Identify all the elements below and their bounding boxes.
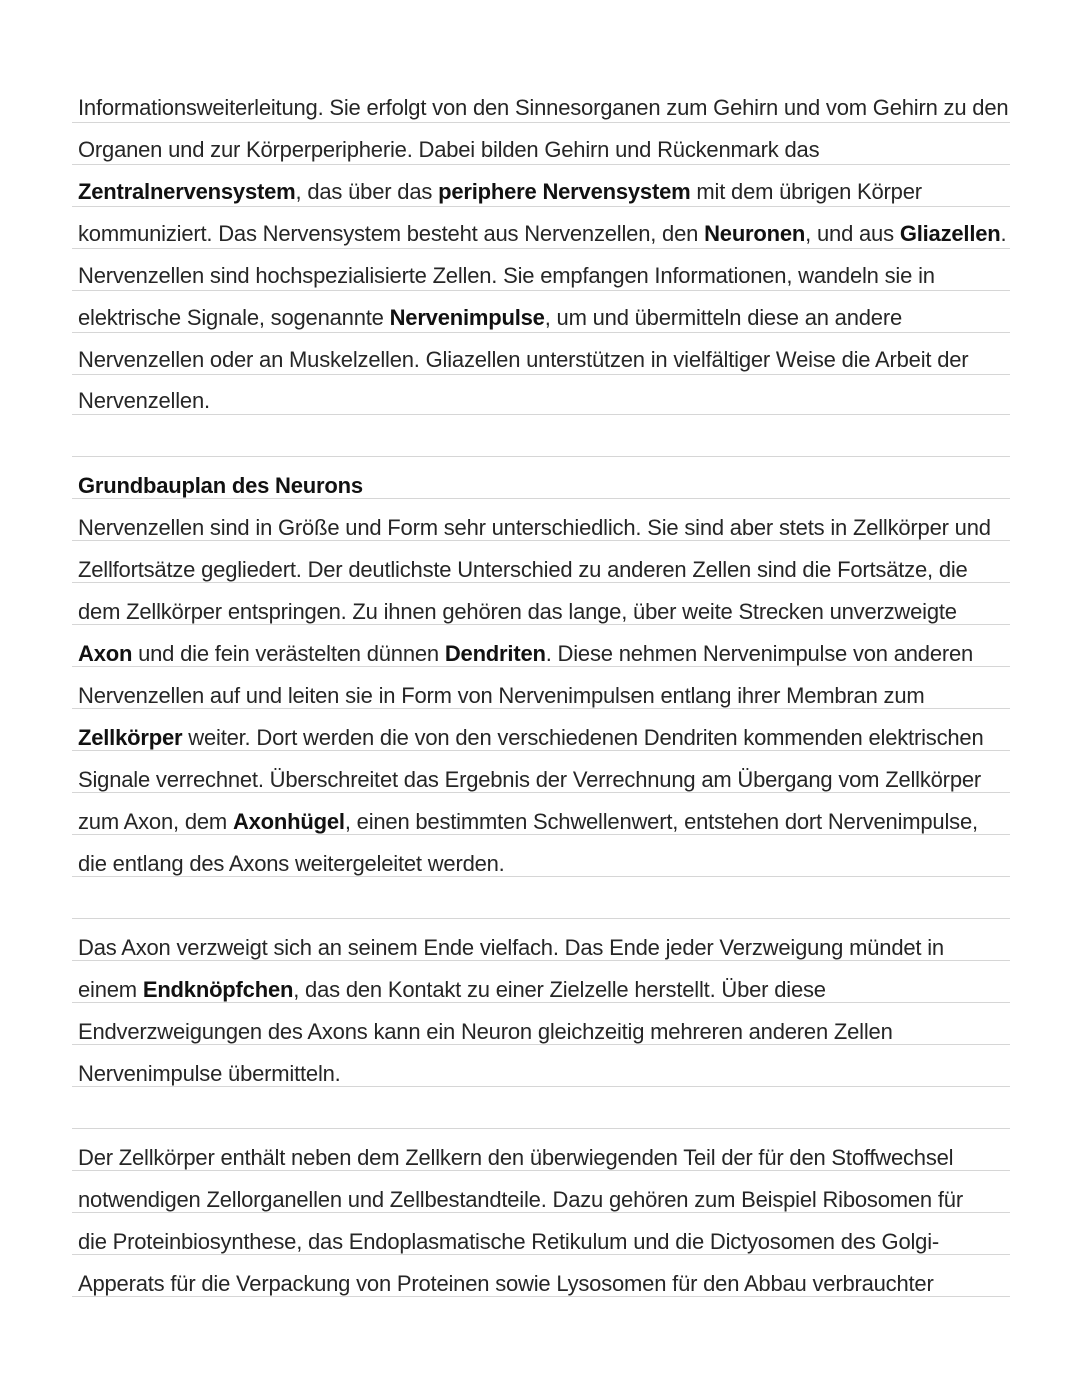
text-line — [78, 514, 1018, 542]
term-nervenimpulse: Nervenimpulse — [389, 305, 545, 330]
text-run: mit dem übrigen Körper — [690, 179, 922, 204]
text-line — [78, 1270, 1018, 1298]
term-endknoepfchen: Endknöpfchen — [142, 977, 294, 1002]
text-line — [78, 808, 1018, 836]
text-run: Zellfortsätze gegliedert. Der deutlichste Unterschied zu anderen Zellen sind die Fortsätze, die — [78, 557, 968, 582]
ruled-line — [72, 122, 1010, 123]
ruled-line — [72, 248, 1010, 249]
text-run: Nervenimpulse übermitteln. — [78, 1061, 341, 1086]
term-axonhuegel: Axonhügel — [232, 809, 345, 834]
text-line — [78, 934, 1018, 962]
text-run: . Diese nehmen Nervenimpulse von anderen — [545, 641, 974, 666]
ruled-line — [72, 164, 1010, 165]
text-line — [78, 1228, 1018, 1256]
ruled-line — [72, 290, 1010, 291]
text-line — [78, 262, 1018, 290]
text-line — [78, 387, 1018, 415]
text-line — [78, 220, 1018, 248]
text-line — [78, 1144, 1018, 1172]
text-run: einem — [78, 977, 143, 1002]
text-line — [78, 598, 1018, 626]
text-run: Endverzweigungen des Axons kann ein Neuron gleichzeitig mehreren anderen Zellen — [78, 1019, 893, 1044]
text-line — [78, 304, 1018, 332]
ruled-line — [72, 206, 1010, 207]
text-line — [78, 1060, 1018, 1088]
text-line — [78, 136, 1018, 164]
text-run: Das Axon verzweigt sich an seinem Ende vielfach. Das Ende jeder Verzweigung mündet in — [78, 935, 944, 960]
text-line — [78, 976, 1018, 1004]
text-run: notwendigen Zellorganellen und Zellbestandteile. Dazu gehören zum Beispiel Ribosomen für — [78, 1187, 963, 1212]
ruled-line — [72, 1128, 1010, 1129]
term-neuronen: Neuronen — [704, 221, 806, 246]
text-line — [78, 850, 1018, 878]
text-line — [78, 346, 1018, 374]
section-heading: Grundbauplan des Neurons — [78, 473, 363, 498]
text-line — [78, 724, 1018, 752]
term-axon: Axon — [78, 641, 133, 666]
text-run: und die fein verästelten dünnen — [132, 641, 445, 666]
text-run: elektrische Signale, sogenannte — [78, 305, 390, 330]
text-run: die entlang des Axons weitergeleitet werden. — [78, 851, 505, 876]
text-run: zum Axon, dem — [78, 809, 233, 834]
text-line — [78, 178, 1018, 206]
text-run: Nervenzellen. — [78, 388, 210, 413]
text-run: Der Zellkörper enthält neben dem Zellkern den überwiegenden Teil der für den Stoffwechsel — [78, 1145, 954, 1170]
text-run: Nervenzellen auf und leiten sie in Form von Nervenimpulsen entlang ihrer Membran zum — [78, 683, 925, 708]
text-line — [78, 766, 1018, 794]
text-line — [78, 556, 1018, 584]
text-line — [78, 640, 1018, 668]
text-run: , einen bestimmten Schwellenwert, entstehen dort Nervenimpulse, — [344, 809, 978, 834]
term-dendriten: Dendriten — [444, 641, 546, 666]
ruled-line — [72, 918, 1010, 919]
text-run: , das den Kontakt zu einer Zielzelle herstellt. Über diese — [293, 977, 826, 1002]
ruled-line — [72, 456, 1010, 457]
term-peripheres-nervensystem: periphere Nervensystem — [438, 179, 691, 204]
text-line — [78, 1186, 1018, 1214]
text-run: Signale verrechnet. Überschreitet das Ergebnis der Verrechnung am Übergang vom Zellkörper — [78, 767, 982, 792]
ruled-line — [72, 332, 1010, 333]
text-line — [78, 682, 1018, 710]
text-run: Organen und zur Körperperipherie. Dabei bilden Gehirn und Rückenmark das — [78, 137, 820, 162]
text-run: die Proteinbiosynthese, das Endoplasmatische Retikulum und die Dictyosomen des Golgi- — [78, 1229, 940, 1254]
term-zentralnervensystem: Zentralnervensystem — [78, 179, 296, 204]
text-run: . — [1000, 221, 1007, 246]
text-line — [78, 1018, 1018, 1046]
term-zellkoerper: Zellkörper — [78, 725, 183, 750]
text-run: Apperats für die Verpackung von Proteinen sowie Lysosomen für den Abbau verbrauchter — [78, 1271, 934, 1296]
text-run: Nervenzellen oder an Muskelzellen. Gliazellen unterstützen in vielfältiger Weise die Arbeit der — [78, 347, 969, 372]
ruled-line — [72, 374, 1010, 375]
text-run: Nervenzellen sind hochspezialisierte Zellen. Sie empfangen Informationen, wandeln sie in — [78, 263, 935, 288]
text-run: , und aus — [805, 221, 900, 246]
text-run: Informationsweiterleitung. Sie erfolgt von den Sinnesorganen zum Gehirn und vom Gehirn zu den — [78, 95, 1009, 120]
text-run: , das über das — [295, 179, 439, 204]
text-run: dem Zellkörper entspringen. Zu ihnen gehören das lange, über weite Strecken unverzweigte — [78, 599, 957, 624]
text-run: weiter. Dort werden die von den verschiedenen Dendriten kommenden elektrischen — [182, 725, 984, 750]
text-run: , um und übermitteln diese an andere — [544, 305, 902, 330]
text-run: kommuniziert. Das Nervensystem besteht aus Nervenzellen, den — [78, 221, 705, 246]
text-run: Nervenzellen sind in Größe und Form sehr unterschiedlich. Sie sind aber stets in Zellkörper und — [78, 515, 991, 540]
text-line — [78, 94, 1018, 122]
term-gliazellen: Gliazellen — [899, 221, 1001, 246]
